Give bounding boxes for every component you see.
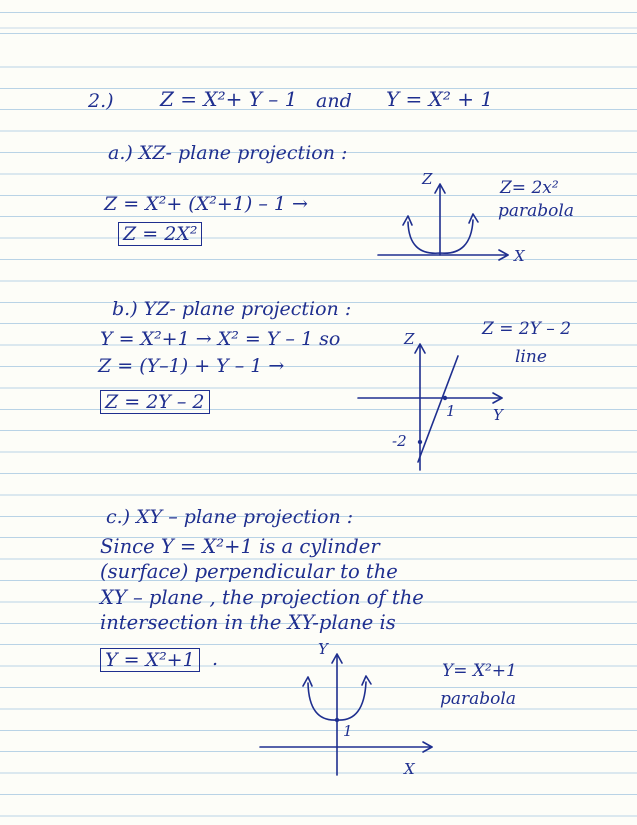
surface-equation: Z = X²+ Y – 1 bbox=[160, 87, 298, 111]
part-c-note-type: parabola bbox=[440, 689, 516, 709]
part-c-text-line1: Since Y = X²+1 is a cylinder bbox=[100, 535, 380, 558]
part-b-answer-box: Z = 2Y – 2 bbox=[100, 390, 210, 414]
problem-number: 2.) bbox=[88, 90, 114, 112]
part-c-text-line3: XY – plane , the projection of the bbox=[100, 586, 424, 609]
cylinder-equation: Y = X² + 1 bbox=[386, 87, 494, 111]
part-b-y-label: Y bbox=[493, 406, 503, 424]
part-a-work: Z = X²+ (X²+1) – 1 → bbox=[104, 193, 308, 215]
part-b-z-intercept-label: -2 bbox=[392, 432, 407, 450]
and-word: and bbox=[316, 90, 352, 112]
part-a-answer-box: Z = 2X² bbox=[118, 222, 202, 246]
part-b-note-type: line bbox=[515, 347, 547, 367]
part-c-y-label: Y bbox=[318, 640, 328, 658]
part-c-vertex-dot bbox=[335, 718, 339, 722]
part-c-x-label: X bbox=[404, 760, 415, 778]
part-c-period: . bbox=[212, 648, 219, 670]
part-a-heading: a.) XZ- plane projection : bbox=[108, 142, 348, 164]
part-c-note-equation: Y= X²+1 bbox=[442, 661, 517, 681]
part-a-note-equation: Z= 2x² bbox=[500, 178, 559, 198]
part-b-note-equation: Z = 2Y – 2 bbox=[482, 319, 572, 339]
part-a-note-type: parabola bbox=[498, 201, 574, 221]
part-a-z-label: Z bbox=[422, 170, 433, 188]
part-b-z-label: Z bbox=[404, 330, 415, 348]
part-b-heading: b.) YZ- plane projection : bbox=[112, 298, 352, 320]
part-b-y-intercept-label: 1 bbox=[446, 402, 456, 420]
part-a-x-label: X bbox=[514, 247, 525, 265]
part-b-work-line2: Z = (Y–1) + Y – 1 → bbox=[98, 355, 285, 377]
part-c-answer-box: Y = X²+1 bbox=[100, 648, 200, 672]
part-c-text-line2: (surface) perpendicular to the bbox=[100, 560, 398, 583]
part-c-text-line4: intersection in the XY-plane is bbox=[100, 611, 396, 634]
part-b-work-line1: Y = X²+1 → X² = Y – 1 so bbox=[100, 328, 341, 350]
part-c-vertex-label: 1 bbox=[343, 722, 353, 740]
part-c-heading: c.) XY – plane projection : bbox=[106, 506, 354, 528]
